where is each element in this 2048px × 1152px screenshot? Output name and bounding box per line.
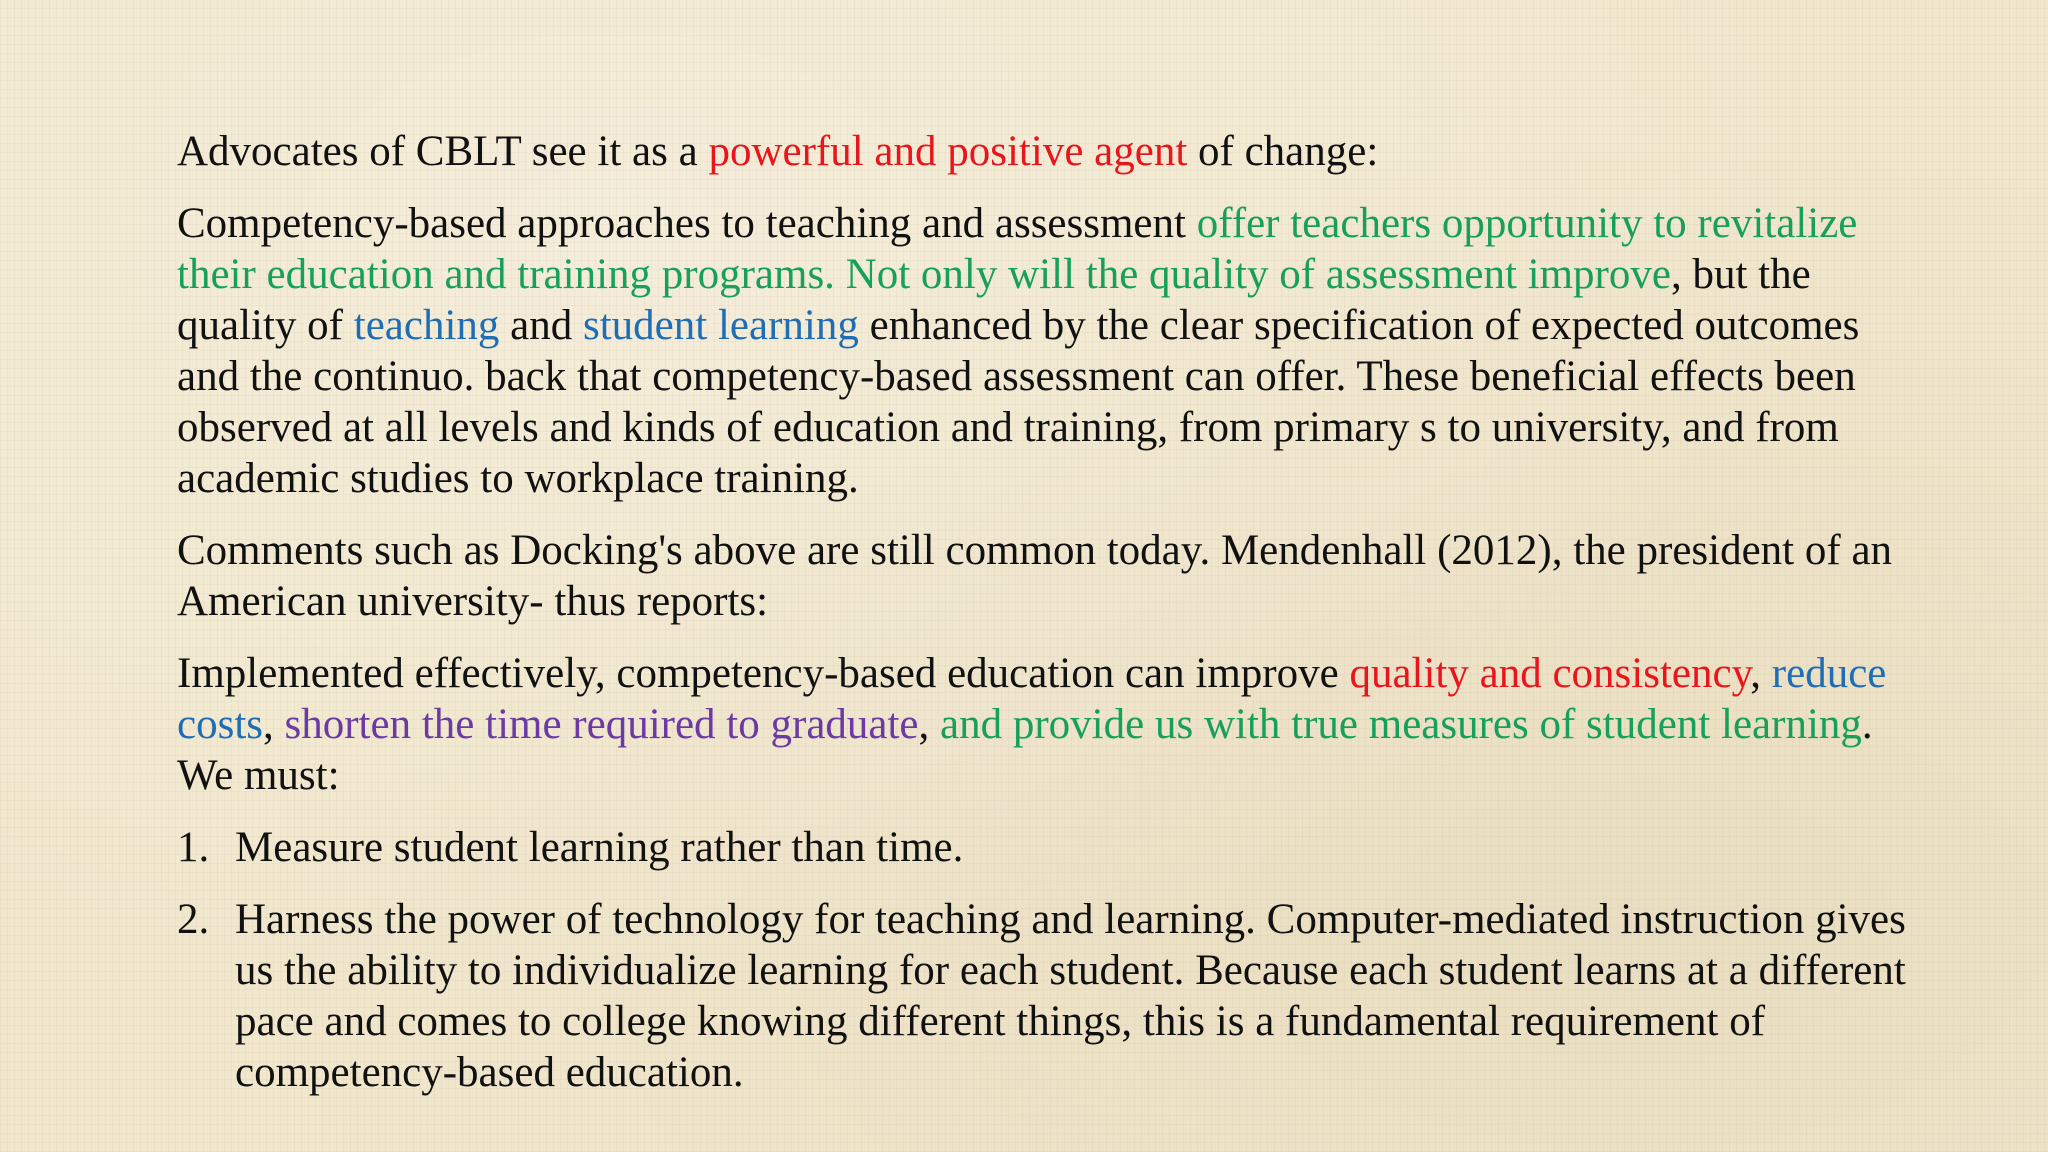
list-item (177, 822, 1917, 873)
slide-content (177, 126, 1917, 1119)
list-item-number: 2. (177, 896, 210, 943)
list-item-text: Harness the power of technology for teaching and learning. Computer-mediated instruction gives us the ability to individualize learning for each student. Because each student learns at a different pace and comes to college knowing different things, this is a fundamental requirement of competency-based education. (235, 896, 1906, 1096)
docking-quote-part-3: , but the quality of (177, 251, 1811, 349)
intro-text-start: Advocates of CBLT see it as a (177, 128, 709, 175)
list-item-number: 1. (177, 824, 210, 871)
mendenhall-highlight-costs: reduce costs (177, 650, 1887, 748)
intro-text-end: of change: (1187, 128, 1379, 175)
mendenhall-highlight-quality: quality and consistency (1349, 650, 1751, 697)
list-item-text: Measure student learning rather than time. (235, 824, 964, 871)
mendenhall-highlight-time: shorten the time required to graduate (284, 701, 919, 748)
docking-quote-highlight-opportunity: offer teachers opportunity to revitalize their education and training programs. Not only will the quality of assessment improve (177, 200, 1858, 298)
mendenhall-quote-part-3: , (1750, 650, 1772, 697)
comment-paragraph: Comments such as Docking's above are still common today. Mendenhall (2012), the president of an American university- thus reports: (177, 527, 1893, 625)
mendenhall-quote-part-5: , (263, 701, 285, 748)
mendenhall-quote-part-9: . We must: (177, 701, 1873, 799)
docking-quote-highlight-student-learning: student learning (583, 302, 859, 349)
docking-quote (177, 198, 1917, 504)
docking-quote-highlight-teaching: teaching (353, 302, 500, 349)
mendenhall-highlight-measures: and provide us with true measures of student learning (940, 701, 1862, 748)
list-item (177, 894, 1917, 1098)
docking-quote-part-5: and (499, 302, 583, 349)
mendenhall-quote-part-1: Implemented effectively, competency-based education can improve (177, 650, 1350, 697)
intro-line (177, 126, 1917, 177)
docking-quote-part-1: Competency-based approaches to teaching and assessment (177, 200, 1197, 247)
requirements-list (177, 822, 1917, 1098)
intro-highlight: powerful and positive agent (708, 128, 1188, 175)
mendenhall-quote (177, 648, 1917, 801)
mendenhall-quote-part-7: , (918, 701, 941, 748)
docking-quote-part-7: enhanced by the clear specification of expected outcomes and the continuo. back that competency-based assessment can offer. These beneficial effects been observed at all levels and kinds of education and training, from primary s to university, and from academic studies to workplace training. (177, 302, 1860, 502)
